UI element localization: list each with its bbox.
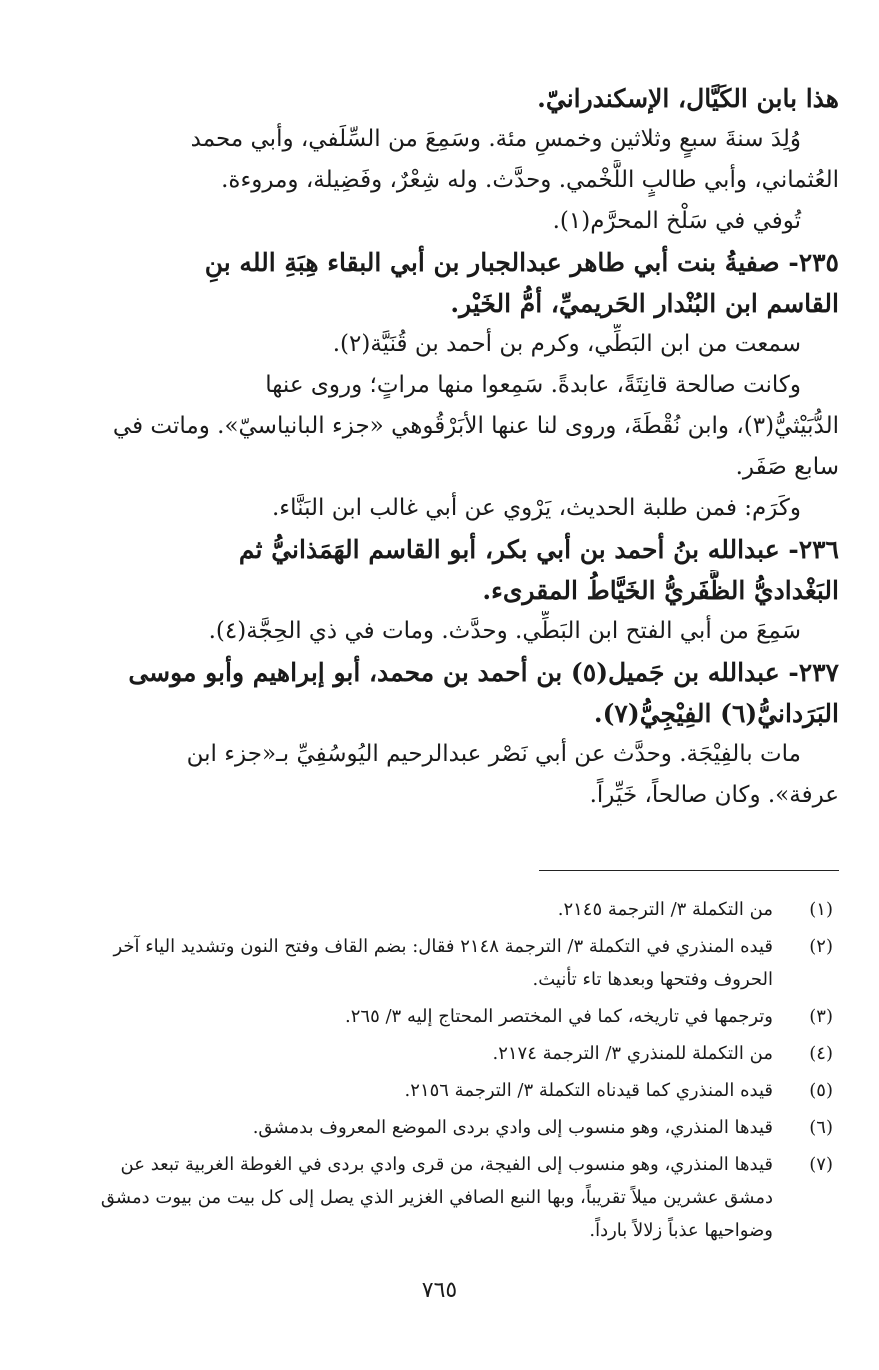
entry-heading: القاسم ابن البُنْدار الحَريميِّ، أمُّ الخَيْر. [450, 289, 839, 318]
footnote-text: من التكملة ٣/ الترجمة ٢١٤٥. [557, 899, 773, 920]
text-line: وُلِدَ سنةَ سبعٍ وثلاثين وخمسِ مئة. وسَمِعَ من السِّلَفي، وأبي محمد [190, 126, 801, 152]
footnote-number: (٦) [809, 1117, 833, 1138]
footnote [95, 1037, 839, 1070]
footnote [95, 1111, 839, 1144]
footnote-number: (٧) [809, 1154, 833, 1175]
text-line: وكَرَم: فمن طلبة الحديث، يَرْوي عن أبي غالب ابن البَنَّاء. [272, 495, 801, 521]
text-line: سابع صَفَر. [735, 454, 839, 480]
text-line: سمعت من ابن البَطِّي، وكرم بن أحمد بن قُنَيَّة(٢). [332, 331, 801, 357]
footnote [95, 1000, 839, 1033]
footnote-number: (١) [809, 899, 833, 920]
text-line: وكانت صالحة قانِتَةً، عابدةً. سَمِعوا منها مراتٍ؛ وروى عنها [265, 372, 801, 398]
text-line: العُثماني، وأبي طالبٍ اللَّخْمي. وحدَّث. وله شِعْرٌ، وفَضِيلة، ومروءة. [221, 167, 839, 193]
main-text [95, 78, 839, 816]
footnote-text: قيده المنذري كما قيدناه التكملة ٣/ الترجمة ٢١٥٦. [404, 1080, 773, 1101]
text-line: سَمِعَ من أبي الفتح ابن البَطِّي. وحدَّث. ومات في ذي الحِجَّة(٤). [208, 618, 801, 644]
footnote-number: (٢) [809, 936, 833, 957]
text-line: عرفة». وكان صالحاً، خَيِّراً. [589, 782, 839, 808]
text-line: هذا بابن الكَيَّال، الإسكندرانيّ. [537, 84, 839, 113]
entry-heading: البَغْداديُّ الظَّفَريُّ الخَيَّاطُ المقرىء. [482, 576, 839, 605]
footnote-number: (٥) [809, 1080, 833, 1101]
footnote [95, 1074, 839, 1107]
footnote-divider [539, 870, 839, 871]
text-line: مات بالفِيْجَة. وحدَّث عن أبي نَصْر عبدالرحيم اليُوسُفِيِّ بـ«جزء ابن [186, 741, 801, 767]
footnote-text: من التكملة للمنذري ٣/ الترجمة ٢١٧٤. [492, 1043, 773, 1064]
entry-heading: ٢٣٧- عبدالله بن جَميل(٥) بن أحمد بن محمد، أبو إبراهيم وأبو موسى [128, 658, 839, 687]
footnote-number: (٣) [809, 1006, 833, 1027]
page-number: ٧٦٥ [421, 1278, 458, 1303]
footnote-text: قيدها المنذري، وهو منسوب إلى وادي بردى الموضع المعروف بدمشق. [252, 1117, 773, 1138]
footnote [95, 1148, 839, 1247]
footnote-text: قيدها المنذري، وهو منسوب إلى الفيجة، من قرى وادي بردى في الغوطة الغربية تبعد عن دمشق عشرين ميلاً تقريباً، وبها النبع الصافي الغزير الذي يصل إلى كل بيت من بيوت دمشق وضواحيها عذباً زلالاً بارداً. [100, 1154, 773, 1241]
entry-heading: البَرَدانيُّ(٦) الفِيْجِيُّ(٧). [593, 699, 839, 728]
footnotes [95, 893, 839, 1247]
entry-heading: ٢٣٦- عبدالله بنُ أحمد بن أبي بكر، أبو القاسم الهَمَذانيُّ ثم [238, 535, 839, 564]
footnote-text: وترجمها في تاريخه، كما في المختصر المحتاج إليه ٣/ ٢٦٥. [345, 1006, 773, 1027]
footnote-text: قيده المنذري في التكملة ٣/ الترجمة ٢١٤٨ فقال: بضم القاف وفتح النون وتشديد الياء آخر الحروف وفتحها وبعدها تاء تأنيث. [113, 936, 773, 990]
text-line: تُوفي في سَلْخ المحرَّم(١). [552, 208, 801, 234]
text-line: الدُّبَيْثيُّ(٣)، وابن نُقْطَةَ، وروى لنا عنها الأبَرْقُوهي «جزء البانياسيّ». وماتت في [112, 413, 839, 439]
entry-heading: ٢٣٥- صفيةُ بنت أبي طاهر عبدالجبار بن أبي البقاء هِبَةِ الله بنِ [204, 248, 839, 277]
footnote [95, 930, 839, 996]
footnote-number: (٤) [809, 1043, 833, 1064]
footnote [95, 893, 839, 926]
